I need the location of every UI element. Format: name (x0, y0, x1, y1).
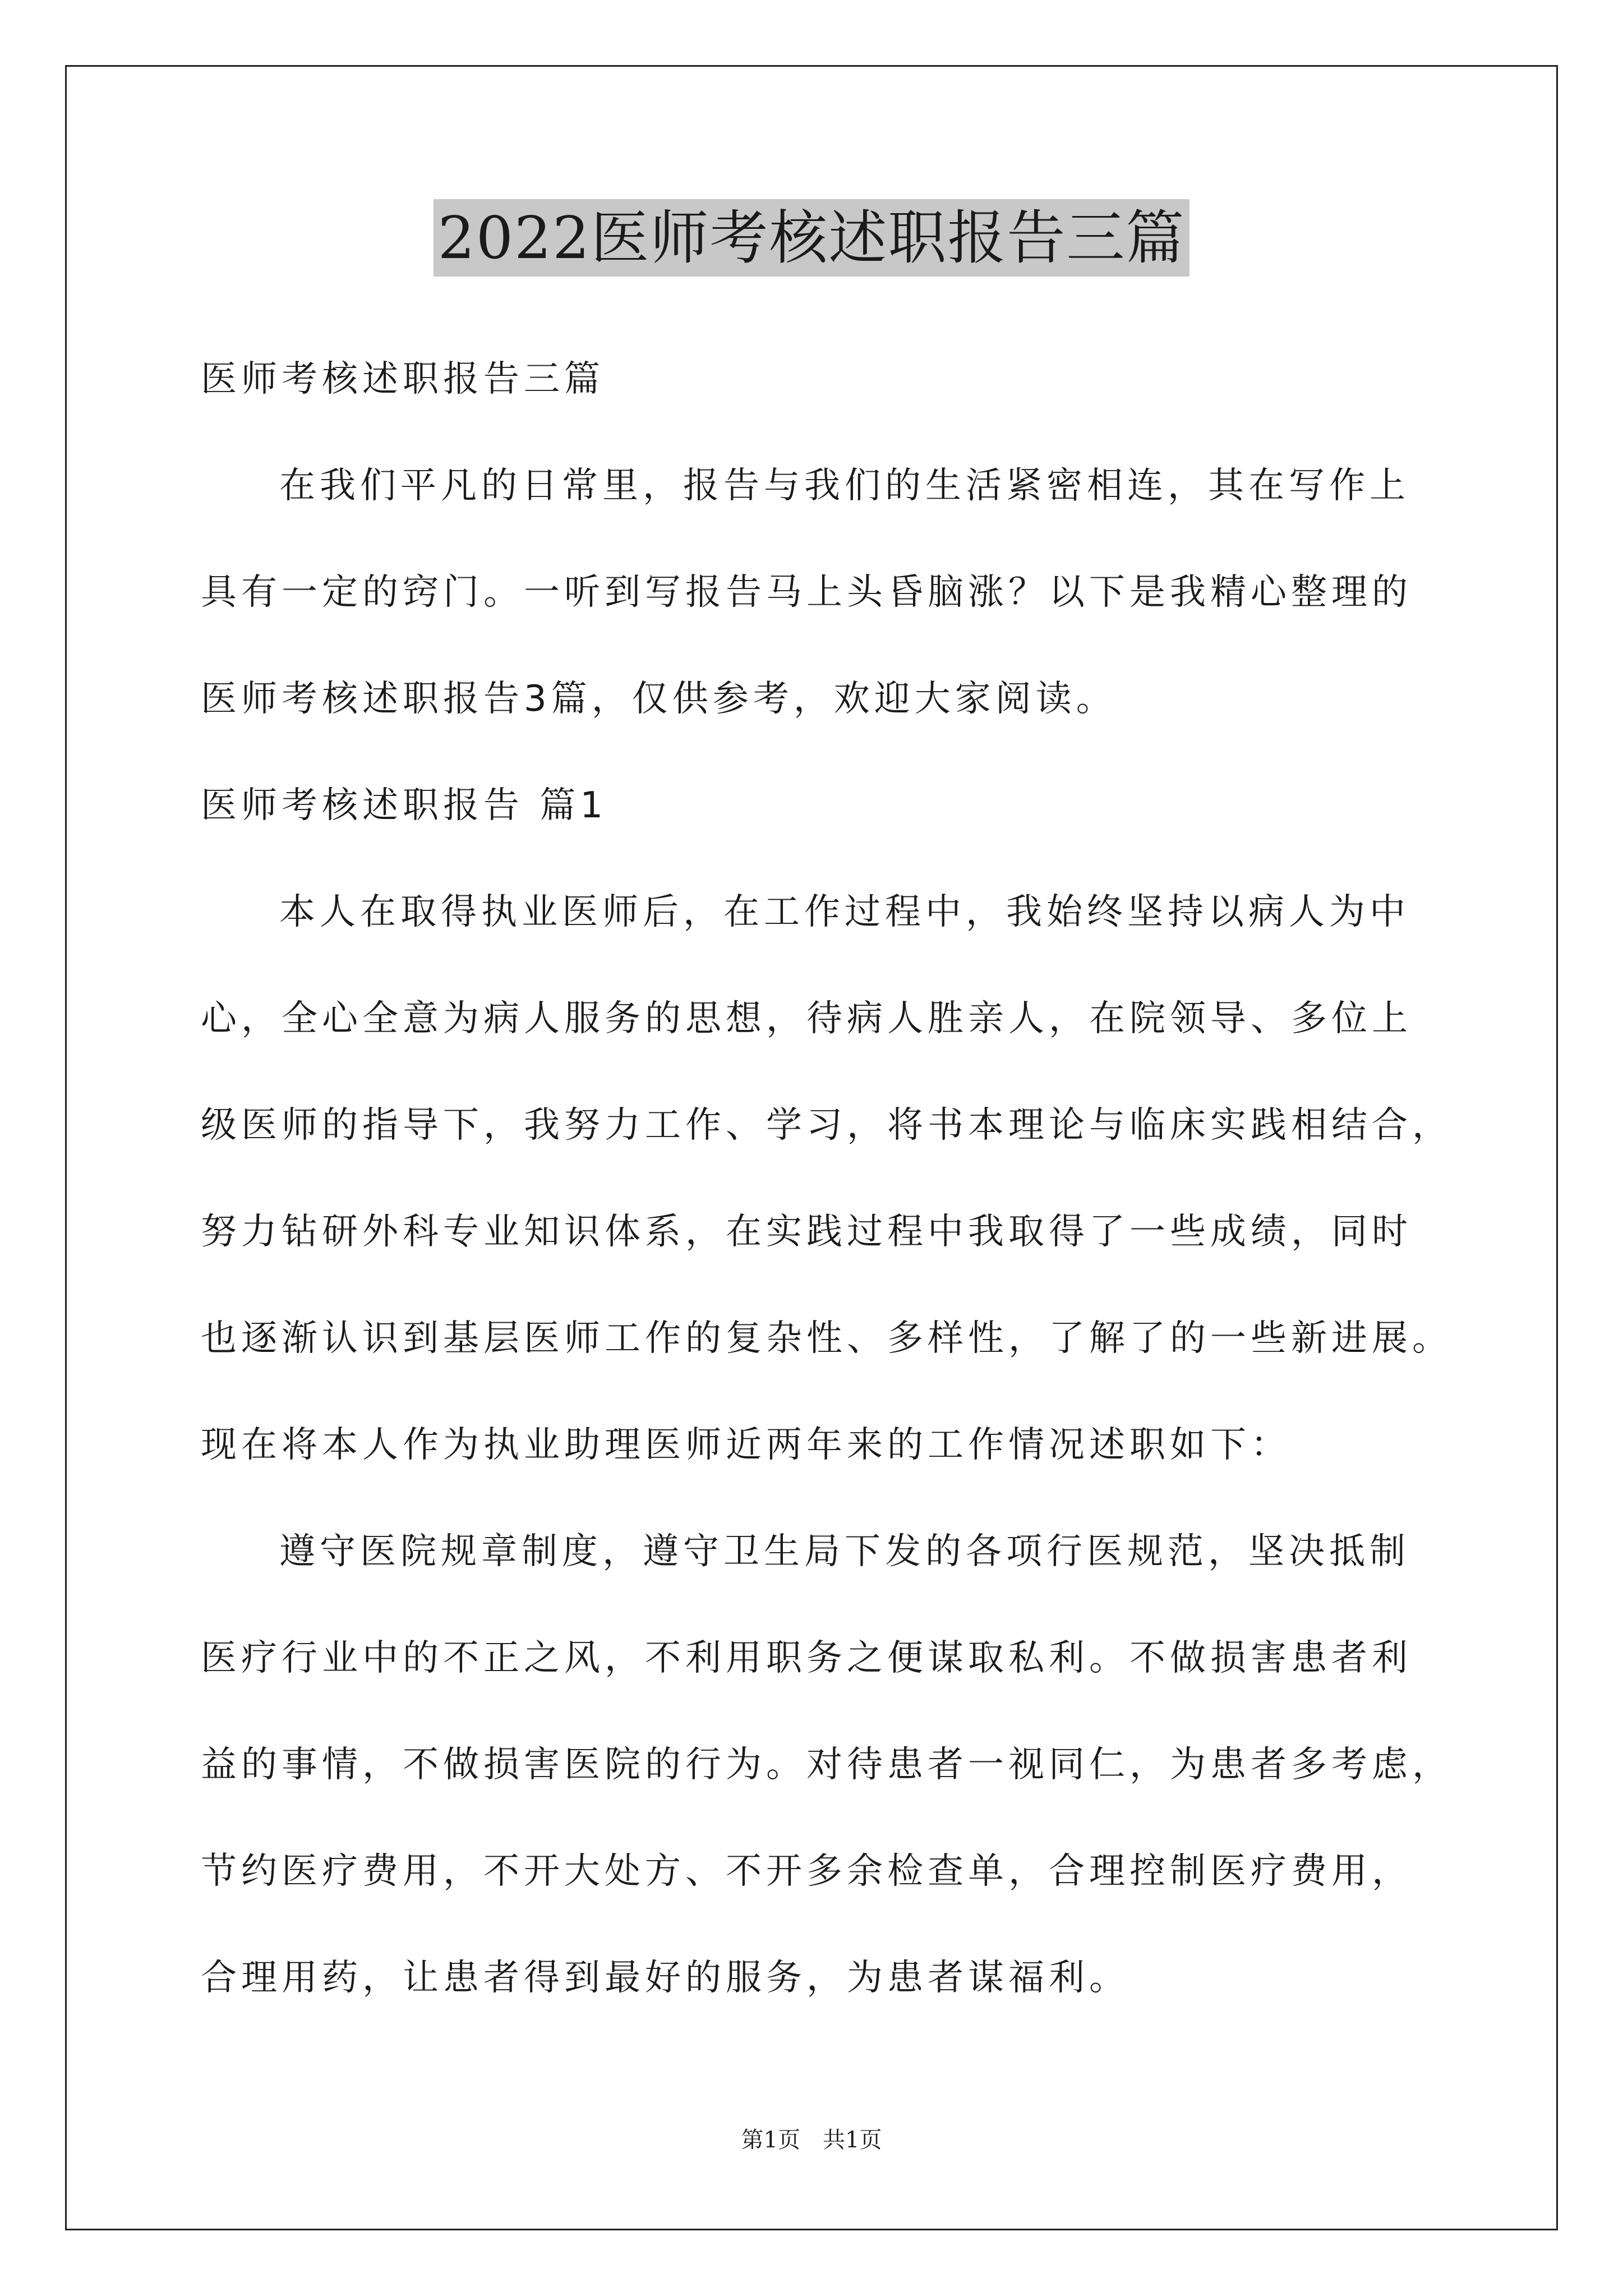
paragraph-line: 心，全心全意为病人服务的思想，待病人胜亲人，在院领导、多位上 (201, 998, 1412, 1039)
document-title: 2022医师考核述职报告三篇 (434, 199, 1190, 277)
paragraph-line: 现在将本人作为执业助理医师近两年来的工作情况述职如下： (201, 1424, 1291, 1466)
title-container (0, 199, 1623, 277)
paragraph-line: 努力钻研外科专业知识体系，在实践过程中我取得了一些成绩，同时 (201, 1211, 1412, 1253)
paragraph-line: 合理用药，让患者得到最好的服务，为患者谋福利。 (201, 1957, 1129, 1999)
paragraph-line: 节约医疗费用，不开大处方、不开多余检查单，合理控制医疗费用， (201, 1851, 1412, 1892)
page-number: 第1页 (741, 2127, 800, 2153)
paragraph-line: 医疗行业中的不正之风，不利用职务之便谋取私利。不做损害患者利 (201, 1637, 1412, 1679)
section-heading: 医师考核述职报告 篇1 (201, 785, 608, 826)
paragraph-line: 本人在取得执业医师后，在工作过程中，我始终坚持以病人为中 (279, 891, 1410, 933)
paragraph-line: 医师考核述职报告3篇，仅供参考，欢迎大家阅读。 (201, 678, 1117, 720)
paragraph-line: 级医师的指导下，我努力工作、学习，将书本理论与临床实践相结合， (201, 1105, 1453, 1146)
page-total: 共1页 (823, 2127, 882, 2153)
subtitle: 医师考核述职报告三篇 (201, 358, 605, 400)
paragraph-line: 益的事情，不做损害医院的行为。对待患者一视同仁，为患者多考虑， (201, 1744, 1453, 1786)
paragraph-line: 具有一定的窍门。一听到写报告马上头昏脑涨？以下是我精心整理的 (201, 572, 1412, 613)
page-footer (0, 2126, 1623, 2154)
paragraph-line: 遵守医院规章制度，遵守卫生局下发的各项行医规范，坚决抵制 (279, 1531, 1410, 1572)
paragraph-line: 也逐渐认识到基层医师工作的复杂性、多样性，了解了的一些新进展。 (201, 1318, 1453, 1359)
paragraph-line: 在我们平凡的日常里，报告与我们的生活紧密相连，其在写作上 (279, 465, 1410, 507)
